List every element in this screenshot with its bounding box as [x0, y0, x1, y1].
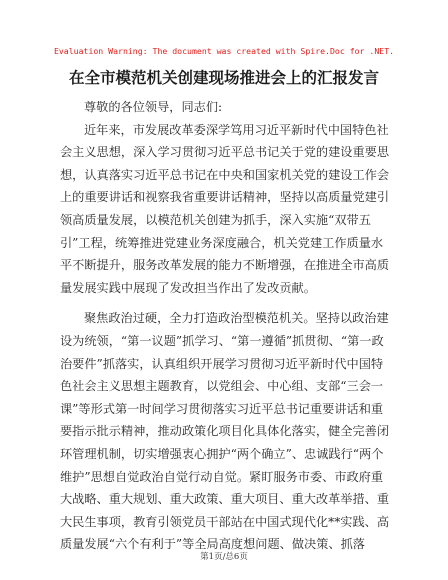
- document-body: [60, 96, 390, 556]
- paragraph-1: [60, 119, 390, 300]
- paragraph-line: 要指示批示精神，推动政策化项目化具体化落实，健全完善闭: [60, 424, 390, 439]
- paragraph-line: 设为统领，“第一议题”抓学习、“第一遵循”抓贯彻、“第一政: [60, 333, 384, 348]
- paragraph-line: 环管理机制，切实增强衷心拥护“两个确立”、忠诚践行“两个: [60, 446, 384, 461]
- paragraph-line: 大战略、重大规划、重大政策、重大项目、重大改革举措、重: [60, 492, 390, 507]
- paragraph-line: 量发展实践中展现了发改担当作出了发改贡献。: [60, 280, 316, 295]
- paragraph-spacer: [60, 299, 390, 307]
- paragraph-line: 治要件”抓落实，认真组织开展学习贯彻习近平新时代中国特: [60, 356, 384, 371]
- paragraph-line: 引”工程，统筹推进党建业务深度融合，机关党建工作质量水: [60, 235, 384, 250]
- evaluation-warning: Evaluation Warning: The document was created with Spire.Doc for .NET.: [53, 46, 395, 56]
- paragraph-line: 课”等形式第一时间学习贯彻落实习近平总书记重要讲话和重: [60, 401, 384, 416]
- paragraph-2: [60, 307, 390, 556]
- paragraph-line: 色社会主义思想主题教育，以党组会、中心组、支部“三会一: [60, 379, 384, 394]
- paragraph-line: 会主义思想，深入学习贯彻习近平总书记关于党的建设重要思: [60, 145, 390, 160]
- page-number-footer: 第1页/总6页: [200, 552, 248, 562]
- paragraph-line: 大民生事项，教育引领党员干部站在中国式现代化**实践、高: [60, 514, 390, 529]
- paragraph-line: 维护”思想自觉政治自觉行动自觉。紧盯服务市委、市政府重: [60, 469, 384, 484]
- paragraph-line: 领高质量发展，以模范机关创建为抓手，深入实施“双带五: [60, 212, 371, 227]
- paragraph-line: 平不断提升，服务改革发展的能力不断增强，在推进全市高质: [60, 258, 390, 273]
- paragraph-line: 上的重要讲话和视察我省重要讲话精神，坚持以高质量党建引: [60, 190, 390, 205]
- paragraph-line: 想，认真落实习近平总书记在中央和国家机关党的建设工作会: [60, 167, 390, 182]
- salutation: 尊敬的各位领导，同志们:: [84, 100, 223, 114]
- paragraph-line: 近年来，市发展改革委深学笃用习近平新时代中国特色社: [84, 122, 389, 137]
- paragraph-line: 聚焦政治过硬，全力打造政治型模范机关。坚持以政治建: [84, 311, 389, 326]
- paragraph-line: 质量发展“六个有利于”等全局高度想问题、做决策、抓落: [60, 537, 365, 552]
- document-title: 在全市模范机关创建现场推进会上的汇报发言: [68, 69, 379, 87]
